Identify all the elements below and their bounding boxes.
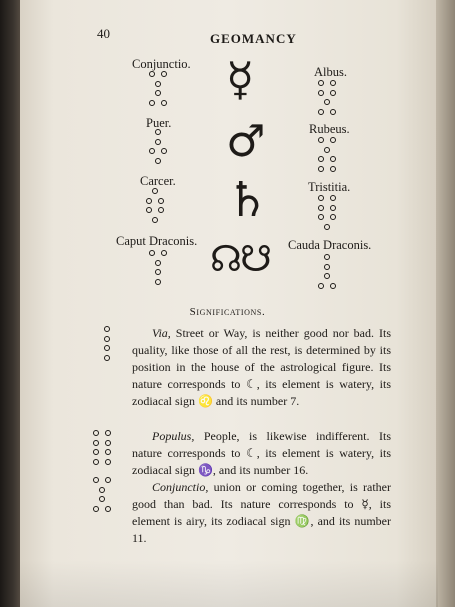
geomancy-dot — [105, 440, 111, 446]
geomancy-dot — [93, 449, 99, 455]
geomancy-dot — [104, 326, 110, 332]
label-tristitia: Tristitia. — [308, 180, 351, 194]
page-shadow — [20, 560, 438, 607]
geomancy-dot — [105, 430, 111, 436]
geomancy-dot — [93, 477, 99, 483]
label-puer: Puer. — [146, 116, 172, 130]
geomancy-dot — [318, 137, 324, 143]
geomancy-dot — [324, 99, 330, 105]
geomancy-dot — [104, 345, 110, 351]
geomancy-dot — [161, 100, 167, 106]
geomancy-dot — [330, 137, 336, 143]
mercury-symbol-icon: ☿ — [226, 52, 255, 106]
geomancy-dot — [155, 158, 161, 164]
geomancy-dot — [104, 336, 110, 342]
geomancy-dot — [330, 80, 336, 86]
geomancy-dot — [324, 254, 330, 260]
geomancy-dot — [318, 195, 324, 201]
geomancy-dot — [93, 506, 99, 512]
geomancy-dot — [161, 250, 167, 256]
geomancy-dot — [105, 459, 111, 465]
geomancy-dot — [104, 355, 110, 361]
geomancy-dot — [155, 279, 161, 285]
geomancy-dot — [324, 224, 330, 230]
label-conjunctio: Conjunctio. — [132, 57, 191, 71]
geomancy-dot — [158, 207, 164, 213]
text-via: Street or Way, is neither good nor bad. Its quality, like those of all the rest, is determined by its position in the house of the astrological figure. Its nature corresponds to ☾, its element is watery, its zodiacal sign ♌ and its number 7. — [132, 326, 391, 408]
geomancy-dot — [152, 217, 158, 223]
term-via: Via, — [152, 326, 171, 340]
geomancy-dot — [330, 205, 336, 211]
page-edge — [436, 0, 455, 607]
geomancy-dot — [155, 139, 161, 145]
geomancy-dot — [330, 195, 336, 201]
section-heading: Significations. — [189, 306, 266, 318]
term-populus: Populus, — [152, 429, 195, 443]
geomancy-dot — [93, 440, 99, 446]
paragraph-via — [132, 325, 391, 410]
geomancy-dot — [99, 496, 105, 502]
geomancy-dot — [330, 283, 336, 289]
geomancy-dot — [161, 71, 167, 77]
geomancy-dot — [318, 166, 324, 172]
geomancy-dot — [330, 156, 336, 162]
geomancy-dot — [105, 477, 111, 483]
geomancy-dot — [149, 71, 155, 77]
geomancy-dot — [330, 90, 336, 96]
geomancy-dot — [155, 269, 161, 275]
text-populus: People, is likewise indifferent. Its nature corresponds to ☾, its element is watery, its zodiacal sign ♑, and its number 16. — [132, 429, 391, 477]
label-albus: Albus. — [314, 65, 347, 79]
geomancy-dot — [149, 100, 155, 106]
geomancy-dot — [105, 506, 111, 512]
label-rubeus: Rubeus. — [309, 122, 350, 136]
geomancy-dot — [158, 198, 164, 204]
geomancy-dot — [105, 449, 111, 455]
geomancy-dot — [324, 273, 330, 279]
geomancy-dot — [93, 459, 99, 465]
geomancy-dot — [324, 147, 330, 153]
geomancy-dot — [99, 487, 105, 493]
paragraph-populus — [132, 428, 391, 479]
geomancy-dot — [324, 264, 330, 270]
geomancy-dot — [155, 90, 161, 96]
geomancy-dot — [330, 166, 336, 172]
geomancy-dot — [146, 198, 152, 204]
geomancy-dot — [318, 283, 324, 289]
geomancy-dot — [155, 129, 161, 135]
label-cauda-draconis: Cauda Draconis. — [288, 238, 372, 252]
mars-symbol-icon: ♂ — [226, 116, 266, 167]
geomancy-dot — [318, 109, 324, 115]
geomancy-dot — [152, 188, 158, 194]
geomancy-dot — [318, 90, 324, 96]
geomancy-dot — [149, 148, 155, 154]
geomancy-dot — [146, 207, 152, 213]
geomancy-dot — [155, 81, 161, 87]
geomancy-dot — [93, 430, 99, 436]
geomancy-dot — [318, 205, 324, 211]
saturn-symbol-icon: ♄ — [226, 172, 270, 228]
label-caput-draconis: Caput Draconis. — [116, 234, 198, 248]
book-spine — [0, 0, 22, 607]
geomancy-dot — [330, 214, 336, 220]
dragon-nodes-symbol-icon: ☊☋ — [210, 239, 270, 280]
geomancy-dot — [318, 214, 324, 220]
geomancy-dot — [161, 148, 167, 154]
page-number: 40 — [97, 26, 110, 41]
label-carcer: Carcer. — [140, 174, 176, 188]
running-head: GEOMANCY — [210, 31, 297, 46]
text-conjunctio: union or coming together, is rather good than bad. Its nature corresponds to ☿, its element is airy, its zodiacal sign ♍, and its number 11. — [132, 480, 391, 545]
geomancy-dot — [149, 250, 155, 256]
geomancy-dot — [155, 260, 161, 266]
geomancy-dot — [330, 109, 336, 115]
term-conjunctio: Conjunctio, — [152, 480, 209, 494]
paragraph-conjunctio — [132, 479, 391, 547]
geomancy-dot — [318, 80, 324, 86]
geomancy-dot — [318, 156, 324, 162]
